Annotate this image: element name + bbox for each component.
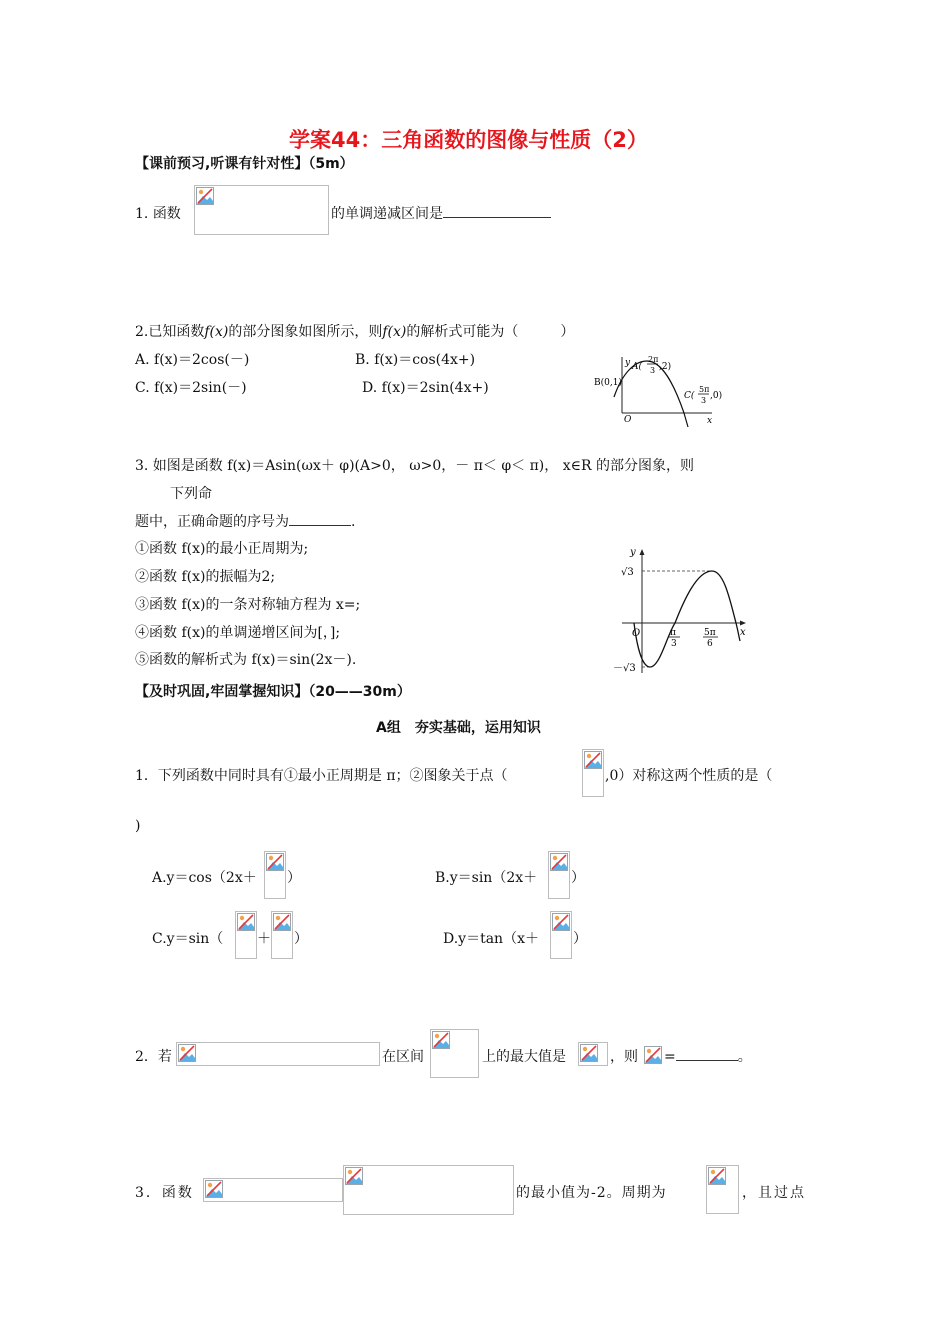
math-fx: f(x) [204, 324, 229, 340]
tick-pi-numerator: π [670, 628, 676, 638]
broken-image-icon [205, 1180, 223, 1198]
page-title: 学案44：三角函数的图像与性质（2） [289, 128, 648, 152]
broken-image-icon [237, 913, 255, 931]
formula-image [643, 1045, 663, 1065]
statement-4: ④函数 f(x)的单调递增区间为[，]; [135, 625, 341, 641]
section-time: （5m） [308, 156, 354, 172]
point-c-label-end: ,0) [710, 391, 723, 401]
y-axis-arrow [640, 549, 645, 555]
a2-mid: 在区间 [382, 1049, 424, 1065]
axis-label-x: x [707, 416, 713, 426]
a3-mid: 的最小值为-2。周期为 [516, 1185, 667, 1201]
question-text: . [351, 514, 356, 530]
a1-option-a: A.y＝cos（2x＋ [152, 870, 257, 886]
question-3-line1: 3. 如图是函数 f(x)＝Asin(ωx＋ φ)(A>0， ω>0，－ π＜ φ＜ π)， x∈R 的部分图象，则 [135, 458, 694, 474]
a1-option-a-end: ） [287, 870, 301, 886]
a1-stem-b: ,0）对称这两个性质的是（ [605, 768, 773, 784]
a3-post: ，且过点 [742, 1185, 806, 1201]
formula-image [548, 851, 570, 899]
option-c: C. f(x)＝2sin(－) [135, 380, 247, 396]
formula-image [343, 1165, 514, 1215]
question-1-tail [331, 203, 551, 223]
group-heading: A组 夯实基础，运用知识 [376, 720, 541, 736]
a1-option-c-end: ） [294, 931, 308, 947]
broken-image-icon [178, 1044, 196, 1062]
x-axis-arrow [740, 621, 746, 626]
point-b-label: B(0,1) [594, 378, 622, 388]
a2-post: 上的最大值是 [482, 1049, 566, 1065]
a1-option-b-end: ） [571, 870, 585, 886]
a1-stem-c: ) [135, 818, 141, 834]
point-a-denominator: 3 [650, 366, 656, 375]
section-heading-text: 【及时巩固,牢固掌握知识】 [135, 684, 309, 700]
broken-image-icon [644, 1046, 662, 1064]
a2-then: ，则 [610, 1049, 638, 1065]
formula-image [706, 1165, 739, 1214]
formula-image [582, 749, 604, 797]
option-d: D. f(x)＝2sin(4x+) [362, 380, 489, 396]
point-c-denominator: 3 [701, 396, 707, 405]
statement-5: ⑤函数的解析式为 f(x)＝sin(2x－). [135, 652, 357, 668]
broken-image-icon [432, 1031, 450, 1049]
a1-option-c-plus: ＋ [257, 931, 271, 947]
answer-blank [289, 513, 351, 526]
formula-image [430, 1029, 479, 1078]
origin-label: O [632, 628, 641, 639]
q3-function-graph [612, 545, 752, 677]
point-a-label: A( [632, 362, 643, 372]
formula-image [194, 185, 329, 235]
answer-blank [676, 1048, 738, 1061]
broken-image-icon [266, 853, 284, 871]
section-heading-consolidate [135, 681, 411, 701]
axis-label-y: y [625, 358, 631, 368]
formula-image [235, 911, 257, 959]
a1-option-c: C.y＝sin（ [152, 931, 224, 947]
period: 。 [737, 1049, 752, 1065]
question-text: 题中，正确命题的序号为 [135, 514, 289, 530]
point-c-label: C( [684, 391, 695, 401]
formula-image [578, 1042, 608, 1066]
a3-pre: 3．函数 [135, 1185, 194, 1201]
broken-image-icon [708, 1167, 726, 1185]
statement-1: ①函数 f(x)的最小正周期为; [135, 541, 309, 557]
formula-image [176, 1042, 380, 1066]
curve [634, 571, 740, 667]
q2-function-graph [592, 349, 742, 429]
statement-2: ②函数 f(x)的振幅为2; [135, 569, 276, 585]
math-fx: f(x) [382, 324, 407, 340]
option-b: B. f(x)＝cos(4x+) [355, 352, 476, 368]
question-text: 函数 [152, 206, 181, 222]
section-time: （20——30m） [308, 684, 411, 700]
point-a-label-end: ,2) [659, 362, 672, 372]
statement-3: ③函数 f(x)的一条对称轴方程为 x=; [135, 597, 361, 613]
a1-option-d-end: ） [573, 931, 587, 947]
question-text: 的单调递减区间是 [331, 206, 443, 222]
axis-label-y: y [630, 547, 636, 558]
section-heading-text: 【课前预习,听课有针对性】 [135, 156, 309, 172]
question-2-stem [135, 321, 574, 341]
point-c-numerator: 5π [699, 385, 710, 394]
broken-image-icon [345, 1167, 363, 1185]
tick-5pi-numerator: 5π [704, 628, 716, 638]
a1-stem-a: 1．下列函数中同时具有①最小正周期是 π；②图象关于点（ [135, 768, 508, 784]
section-heading-preview [135, 153, 354, 173]
a1-option-b: B.y＝sin（2x＋ [435, 870, 538, 886]
a1-option-d: D.y＝tan（x＋ [443, 931, 539, 947]
broken-image-icon [552, 913, 570, 931]
question-text: 的部分图象如图所示，则 [228, 324, 383, 340]
tick-5pi-denominator: 6 [707, 639, 713, 649]
question-text: 2.已知函数 [135, 324, 205, 340]
broken-image-icon [196, 187, 214, 205]
broken-image-icon [273, 913, 291, 931]
question-1 [135, 203, 181, 223]
broken-image-icon [580, 1044, 598, 1062]
y-min-label: －√3 [613, 663, 636, 674]
answer-blank [443, 205, 551, 218]
question-3-line3 [135, 511, 355, 531]
tick-pi-denominator: 3 [671, 639, 677, 649]
broken-image-icon [584, 751, 602, 769]
question-number: 1. [135, 206, 149, 222]
formula-image [203, 1178, 343, 1202]
option-a: A. f(x)＝2cos(－) [135, 352, 250, 368]
question-3-line2: 下列命 [170, 486, 212, 502]
a2-tail [664, 1046, 752, 1066]
formula-image [264, 851, 286, 899]
a2-pre: 2．若 [135, 1049, 172, 1065]
broken-image-icon [550, 853, 568, 871]
y-max-label: √3 [621, 567, 634, 578]
formula-image [271, 911, 293, 959]
question-text: 的解析式可能为（ ） [406, 324, 575, 340]
origin-label: O [624, 415, 632, 425]
formula-image [550, 911, 572, 959]
point-a-numerator: 2π [648, 355, 659, 364]
equals-sign: = [664, 1049, 676, 1065]
axis-label-x: x [740, 627, 746, 638]
